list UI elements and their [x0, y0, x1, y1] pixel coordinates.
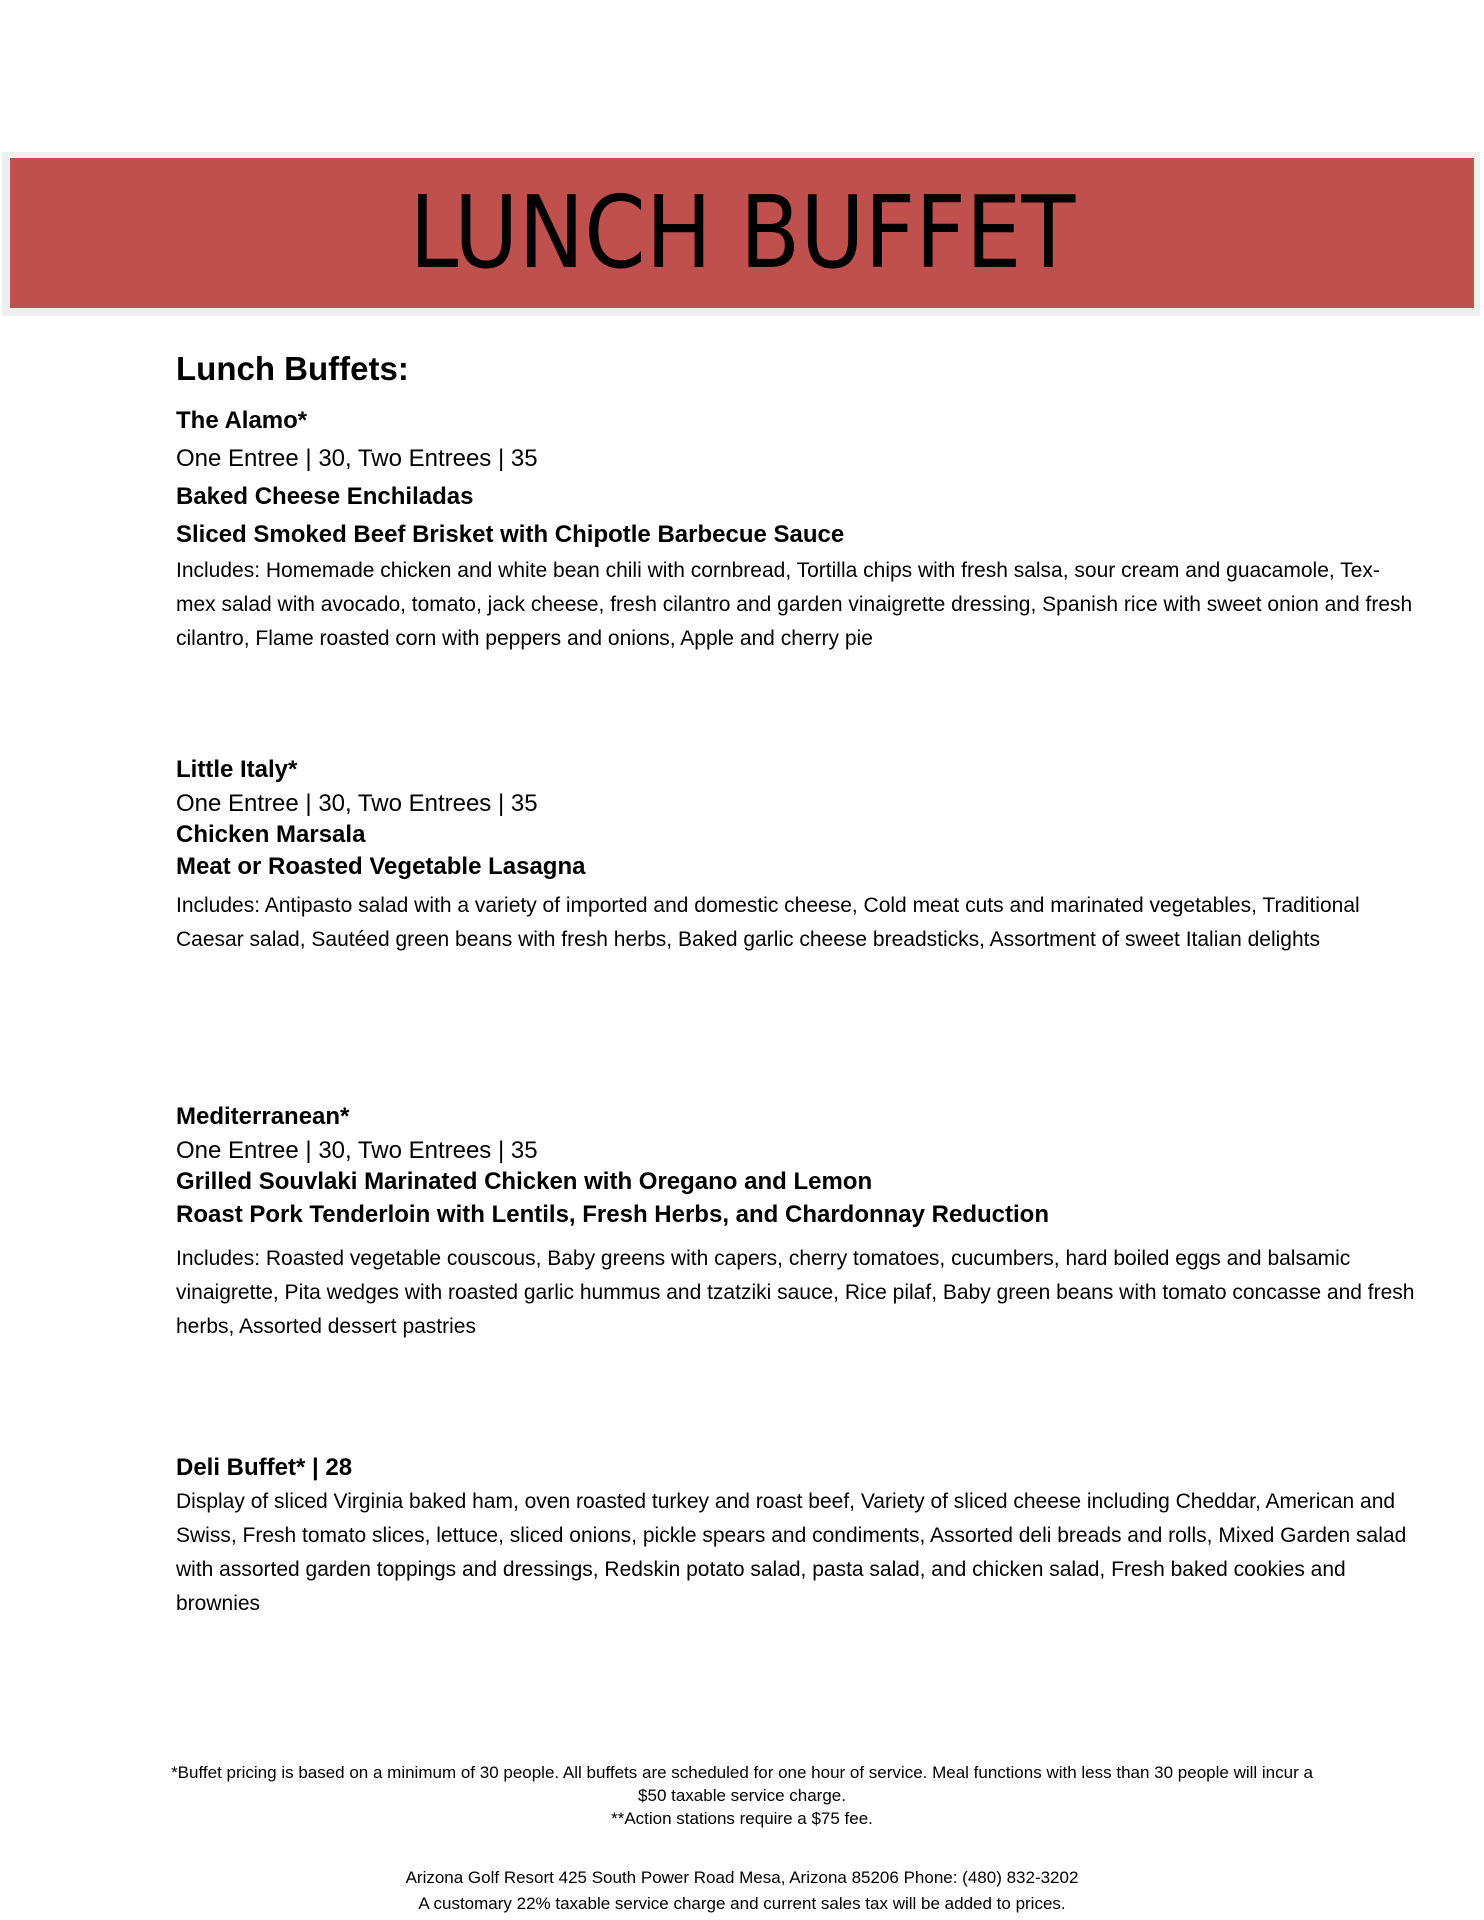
buffet-name: Little Italy* — [176, 756, 298, 783]
resort-address: Arizona Golf Resort 425 South Power Road Mesa, Arizona 85206 Phone: (480) 832-3202 — [405, 1868, 1079, 1887]
buffet-includes: Includes: Roasted vegetable couscous, Baby greens with capers, cherry tomatoes, cucumbers, hard boiled eggs and balsamic vinaigrette, Pita wedges with roasted garlic hummus and tzatziki sauce, Rice pilaf, Baby green beans with tomato concasse and fresh herbs, Assorted dessert pastries — [176, 1247, 1415, 1338]
pricing-note — [0, 1761, 1484, 1830]
buffet-the-alamo — [176, 404, 1416, 656]
buffet-price: One Entree | 30, Two Entrees | 35 — [176, 790, 538, 817]
entree-item: Grilled Souvlaki Marinated Chicken with Oregano and Lemon — [176, 1168, 873, 1195]
buffet-deli — [176, 1451, 1416, 1621]
buffet-includes: Includes: Antipasto salad with a variety of imported and domestic cheese, Cold meat cuts and marinated vegetables, Traditional Caesar salad, Sautéed green beans with fresh herbs, Baked garlic cheese breadsticks, Assortment of sweet Italian delights — [176, 894, 1360, 951]
buffet-little-italy — [176, 753, 1416, 957]
contact-footer — [0, 1865, 1484, 1917]
entree-item: Sliced Smoked Beef Brisket with Chipotle Barbecue Sauce — [176, 521, 845, 548]
entree-item: Meat or Roasted Vegetable Lasagna — [176, 853, 586, 880]
title-banner — [10, 158, 1474, 308]
pricing-note-line: *Buffet pricing is based on a minimum of 30 people. All buffets are scheduled for one hour of service. Meal functions with less than 30 people will incur a — [171, 1763, 1313, 1782]
buffet-includes: Display of sliced Virginia baked ham, oven roasted turkey and roast beef, Variety of sliced cheese including Cheddar, American and Swiss, Fresh tomato slices, lettuce, sliced onions, pickle spears and condiments, Assorted deli breads and rolls, Mixed Garden salad with assorted garden toppings and dressings, Redskin potato salad, pasta salad, and chicken salad, Fresh baked cookies and brownies — [176, 1490, 1407, 1615]
page-title: LUNCH BUFFET — [409, 174, 1075, 291]
buffet-name: The Alamo* — [176, 407, 308, 434]
section-heading: Lunch Buffets: — [176, 350, 409, 387]
buffet-price: One Entree | 30, Two Entrees | 35 — [176, 1137, 538, 1164]
buffet-name: Deli Buffet* | 28 — [176, 1454, 353, 1481]
tax-note: A customary 22% taxable service charge and current sales tax will be added to prices. — [418, 1894, 1066, 1913]
action-stations-note: **Action stations require a $75 fee. — [611, 1809, 873, 1828]
buffet-name: Mediterranean* — [176, 1103, 350, 1130]
buffet-includes: Includes: Homemade chicken and white bean chili with cornbread, Tortilla chips with fresh salsa, sour cream and guacamole, Tex-mex salad with avocado, tomato, jack cheese, fresh cilantro and garden vinaigrette dressing, Spanish rice with sweet onion and fresh cilantro, Flame roasted corn with peppers and onions, Apple and cherry pie — [176, 559, 1413, 650]
buffet-mediterranean — [176, 1100, 1416, 1344]
entree-item: Roast Pork Tenderloin with Lentils, Fresh Herbs, and Chardonnay Reduction — [176, 1201, 1049, 1228]
pricing-note-line: $50 taxable service charge. — [638, 1786, 846, 1805]
entree-item: Baked Cheese Enchiladas — [176, 483, 474, 510]
entree-item: Chicken Marsala — [176, 821, 366, 848]
buffet-price: One Entree | 30, Two Entrees | 35 — [176, 445, 538, 472]
